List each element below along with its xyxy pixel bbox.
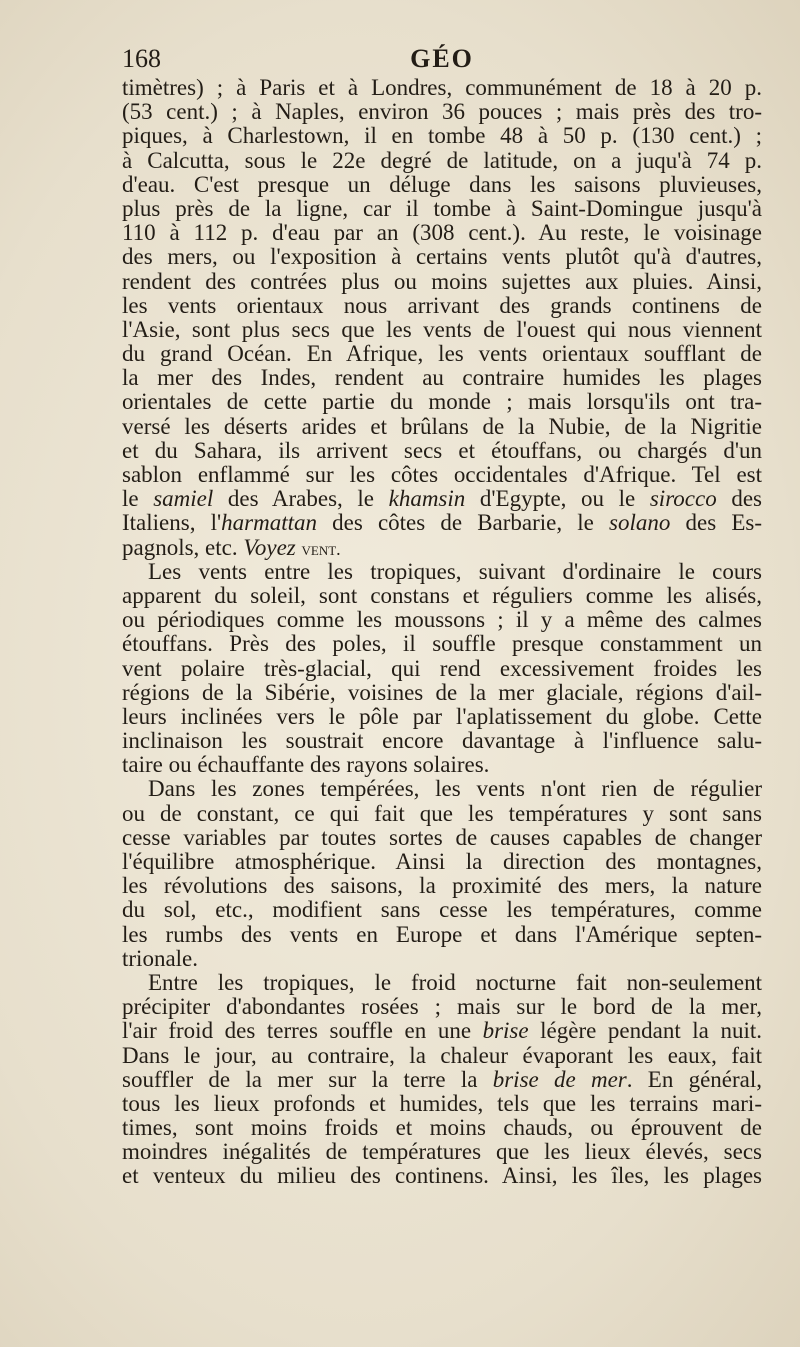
italic-term: brise de mer bbox=[492, 1067, 627, 1092]
text-line: apparent du soleil, sont constans et réguliers comme les alisés, bbox=[122, 583, 762, 608]
italic-term: harmattan bbox=[221, 511, 317, 536]
text-line: des mers, ou l'exposition à certains vents plutôt qu'à d'autres, bbox=[122, 245, 762, 270]
text-run: le bbox=[122, 487, 154, 512]
text-line: cesse variables par toutes sortes de causes capables de changer bbox=[122, 825, 762, 850]
text-line: étouffans. Près des poles, il souffle presque constamment un bbox=[122, 632, 762, 657]
text-line: leurs inclinées vers le pôle par l'aplatissement du globe. Cette bbox=[122, 704, 762, 729]
text-line: sablon enflammé sur les côtes occidentales d'Afrique. Tel est bbox=[122, 463, 762, 487]
text-line: les révolutions des saisons, la proximité des mers, la nature bbox=[122, 874, 762, 899]
page-header bbox=[122, 44, 762, 78]
text-line: timètres) ; à Paris et à Londres, communément de 18 à 20 p. bbox=[122, 76, 762, 100]
text-line: la mer des Indes, rendent au contraire humides les plages bbox=[122, 366, 762, 391]
text-line: régions de la Sibérie, voisines de la mer glaciale, régions d'ail- bbox=[122, 680, 762, 705]
text-line: précipiter d'abondantes rosées ; mais sur le bord de la mer, bbox=[122, 995, 762, 1020]
italic-term: brise bbox=[482, 1019, 529, 1044]
text-line: à Calcutta, sous le 22e degré de latitude, on a juqu'à 74 p. bbox=[122, 148, 762, 173]
text-run: des Es- bbox=[670, 511, 762, 536]
text-line: versé les déserts arides et brûlans de la Nubie, de la Nigritie bbox=[122, 414, 762, 439]
text-line: Dans le jour, au contraire, la chaleur évaporant les eaux, fait bbox=[122, 1043, 762, 1068]
text-run: légère pendant la nuit. bbox=[528, 1019, 762, 1044]
running-head: GÉO bbox=[410, 44, 474, 73]
text-line: vent polaire très-glacial, qui rend excessivement froides les bbox=[122, 656, 762, 681]
text-run: . En général, bbox=[626, 1067, 762, 1092]
text-run: des bbox=[716, 487, 762, 512]
italic-term: solano bbox=[609, 511, 671, 536]
text-line: tous les lieux profonds et humides, tels que les terrains mari- bbox=[122, 1091, 762, 1116]
text-line bbox=[122, 536, 762, 560]
text-line: ou périodiques comme les moussons ; il y a même des calmes bbox=[122, 608, 762, 633]
text-line: times, sont moins froids et moins chauds, ou éprouvent de bbox=[122, 1116, 762, 1141]
text-run: Italiens, l' bbox=[122, 511, 222, 536]
text-line bbox=[122, 1068, 762, 1092]
text-line: taire ou échauffante des rayons solaires. bbox=[122, 753, 490, 778]
text-line: l'équilibre atmosphérique. Ainsi la direction des montagnes, bbox=[122, 850, 762, 874]
text-line: d'eau. C'est presque un déluge dans les saisons pluvieuses, bbox=[122, 172, 762, 197]
italic-term: sirocco bbox=[649, 487, 717, 512]
page-number: 168 bbox=[122, 44, 161, 73]
text-run: des côtes de Barbarie, le bbox=[316, 511, 610, 536]
text-line: moindres inégalités de températures que les lieux élevés, secs bbox=[122, 1140, 762, 1165]
body-text bbox=[122, 76, 762, 1189]
text-line: les rumbs des vents en Europe et dans l'Amérique septen- bbox=[122, 922, 762, 947]
text-line: rendent des contrées plus ou moins sujettes aux pluies. Ainsi, bbox=[122, 269, 762, 294]
text-line: et du Sahara, ils arrivent secs et étouffans, ou chargés d'un bbox=[122, 438, 762, 463]
text-line: plus près de la ligne, car il tombe à Saint-Domingue jusqu'à bbox=[122, 196, 762, 221]
text-line: et venteux du milieu des continens. Ainsi, les îles, les plages bbox=[122, 1164, 762, 1189]
text-run: pagnols, etc. bbox=[122, 535, 244, 560]
text-line: les vents orientaux nous arrivant des grands continens de bbox=[122, 293, 762, 318]
text-line: Entre les tropiques, le froid nocturne fait non-seulement bbox=[148, 970, 762, 995]
text-run: des Arabes, le bbox=[213, 487, 389, 512]
text-run: souffler de la mer sur la terre la bbox=[122, 1067, 493, 1092]
italic-term: khamsin bbox=[388, 487, 466, 512]
text-line: orientales de cette partie du monde ; mais lorsqu'ils ont tra- bbox=[122, 390, 762, 415]
text-line bbox=[122, 1019, 762, 1043]
text-line: piques, à Charlestown, il en tombe 48 à 50 p. (130 cent.) ; bbox=[122, 124, 762, 149]
text-line: inclinaison les soustrait encore davantage à l'influence salu- bbox=[122, 729, 762, 754]
text-line: du sol, etc., modifient sans cesse les températures, comme bbox=[122, 898, 762, 923]
italic-term: samiel bbox=[153, 487, 214, 512]
text-line: Dans les zones tempérées, les vents n'ont rien de régulier bbox=[148, 777, 762, 802]
italic-term: Voyez bbox=[243, 535, 296, 560]
text-line: trionale. bbox=[122, 946, 198, 971]
text-line bbox=[122, 511, 762, 535]
text-line: (53 cent.) ; à Naples, environ 36 pouces ; mais près des tro- bbox=[122, 100, 762, 125]
text-line: l'Asie, sont plus secs que les vents de l'ouest qui nous viennent bbox=[122, 317, 762, 342]
text-run: d'Egypte, ou le bbox=[465, 487, 650, 512]
text-line: ou de constant, ce qui fait que les températures y sont sans bbox=[122, 801, 762, 826]
text-run: l'air froid des terres souffle en une bbox=[122, 1019, 483, 1044]
small-caps-reference: vent. bbox=[301, 538, 341, 559]
text-line: 110 à 112 p. d'eau par an (308 cent.). Au reste, le voisinage bbox=[122, 221, 762, 246]
text-line: Les vents entre les tropiques, suivant d'ordinaire le cours bbox=[148, 559, 762, 584]
text-line bbox=[122, 487, 762, 511]
text-line: du grand Océan. En Afrique, les vents orientaux soufflant de bbox=[122, 342, 762, 367]
